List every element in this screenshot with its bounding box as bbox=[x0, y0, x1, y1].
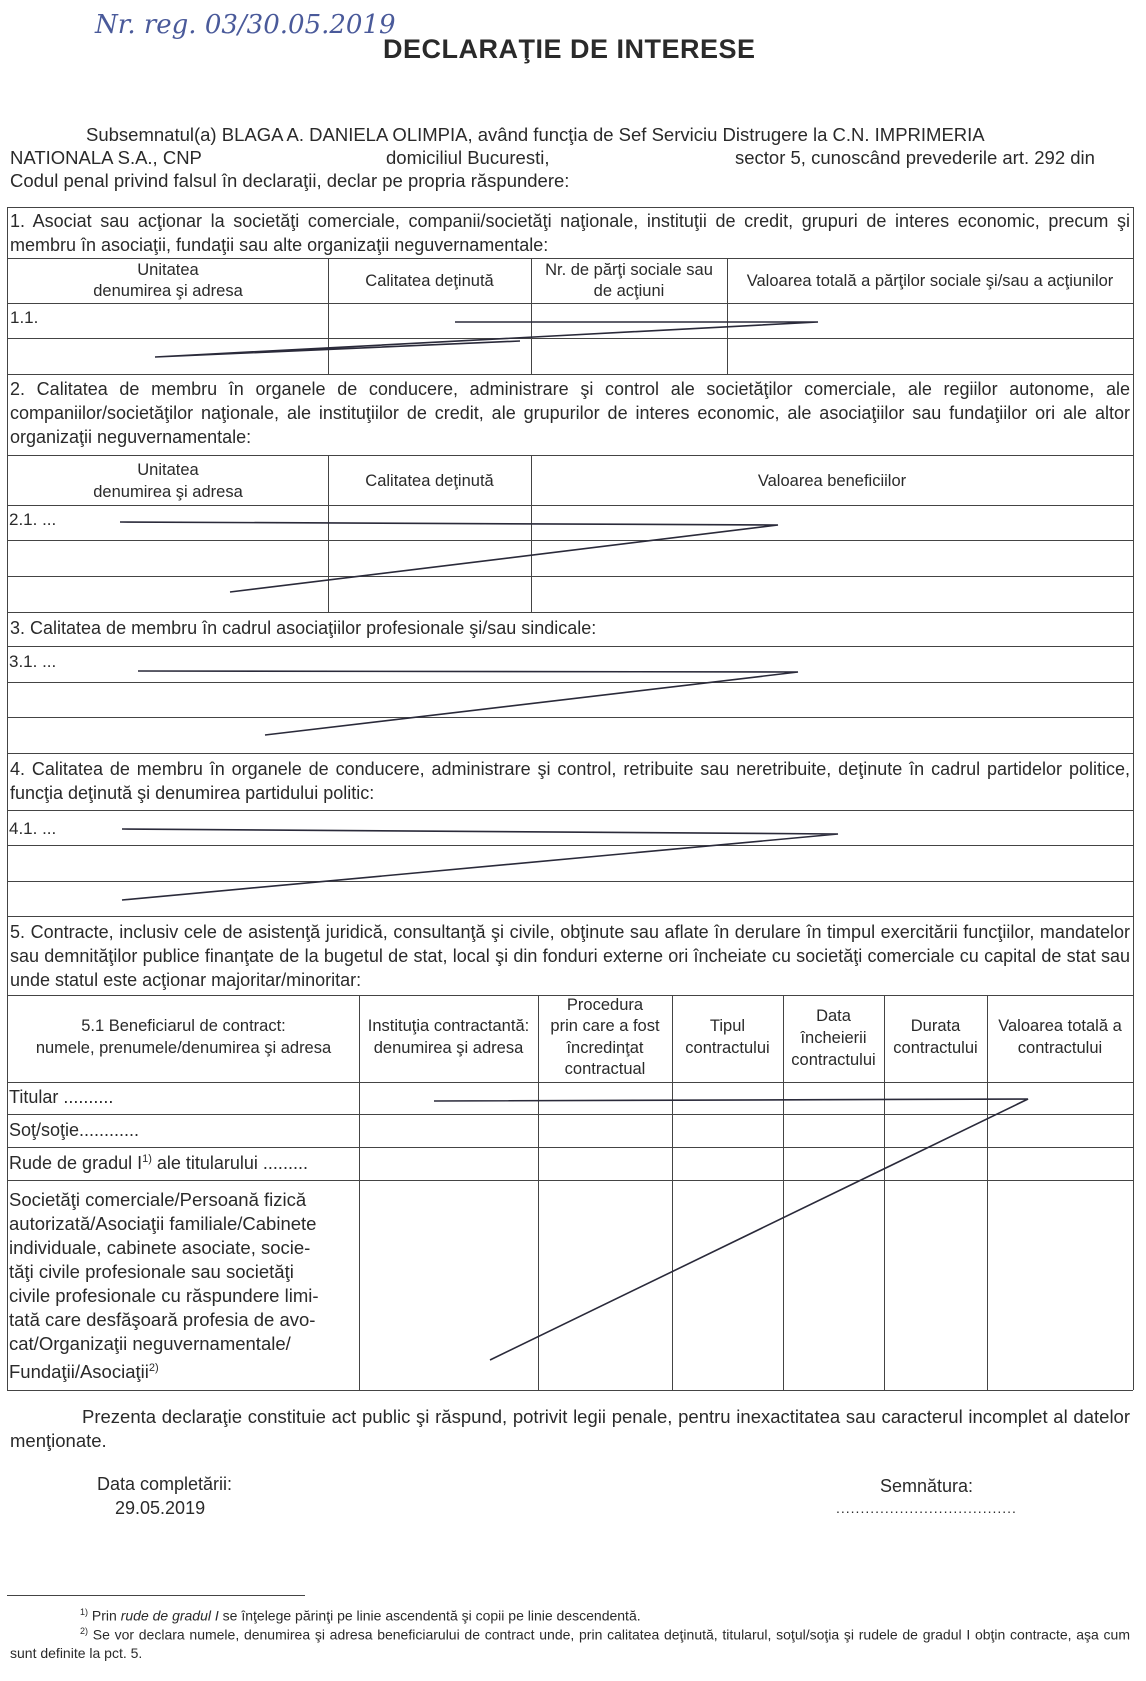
s5-col-procedure-line2: prin care a fost bbox=[550, 1017, 660, 1035]
s2-row-label: 2.1. ... bbox=[9, 510, 57, 529]
intro-line-2a: NATIONALA S.A., CNP bbox=[10, 147, 202, 168]
s5-col-total-line2: contractului bbox=[1017, 1039, 1103, 1057]
intro-line-2c: sector 5, cunoscând prevederile art. 292 din bbox=[735, 147, 1095, 168]
s5-col-date-line3: contractului bbox=[791, 1051, 876, 1069]
signature-line: ..................................... bbox=[836, 1500, 1017, 1516]
closing-statement: Prezenta declaraţie constituie act public şi răspund, potrivit legii penale, pentru inexactitatea sau caracterul incomplet al datelor menţionate. bbox=[10, 1406, 1130, 1451]
s2-cross-out bbox=[120, 522, 778, 592]
s5-row-companies: Societăţi comerciale/Persoană fizică autorizată/Asociaţii familiale/Cabinete individuale, cabinete asociate, socie- tăţi civile profesionale sau societăţi civile profesionale cu răspundere limi- tată care desfăşoară profesia de avo- cat/Organizaţii neguvernamentale/ Fundaţii/Asociaţii$^{2)}$ bbox=[9, 1189, 319, 1383]
footnote-1: $^{1)}$ Prin rude de gradul I se înţelege părinţi pe linie ascendentă şi copii pe linie descendentă. bbox=[80, 1607, 641, 1624]
s2-col-benefits: Valoarea beneficiilor bbox=[757, 472, 907, 490]
s4-cross-out bbox=[122, 829, 838, 900]
s1-col-total-value: Valoarea totală a părţilor sociale şi/sau a acţiunilor bbox=[746, 272, 1114, 290]
date-label: Data completării: bbox=[97, 1474, 233, 1494]
s5-col-type-line2: contractului bbox=[685, 1039, 770, 1057]
s1-col-unit-line2: denumirea şi adresa bbox=[93, 282, 243, 300]
s2-col-unit-line2: denumirea şi adresa bbox=[93, 483, 243, 501]
s1-col-unit-line1: Unitatea bbox=[137, 261, 199, 279]
section-1-heading: 1. Asociat sau acţionar la societăţi comerciale, companii/societăţi naţionale, instituţii de credit, grupuri de interes economic, precum şi membru în asociaţii, fundaţii sau alte organizaţii neguvernamentale: bbox=[10, 211, 1130, 255]
s1-cross-out bbox=[155, 322, 818, 357]
section-2-heading: 2. Calitatea de membru în organele de conducere, administrare şi control ale societăţilor comerciale, ale regiilor autonome, ale companiilor/societăţilor naţionale, ale instituţiilor de credit, ale grupurilor de interes economic, ale asociaţiilor sau fundaţiilor ori ale altor organizaţii neguvernamentale: bbox=[10, 379, 1130, 447]
handwritten-registration-number: Nr. reg. 03/30.05.2019 bbox=[95, 10, 396, 40]
signature-label: Semnătura: bbox=[880, 1476, 974, 1496]
s5-col-type-line1: Tipul bbox=[709, 1017, 746, 1035]
intro-line-2b: domiciliul Bucuresti, bbox=[386, 147, 550, 168]
s5-col-institution-line1: Instituţia contractantă: bbox=[367, 1017, 530, 1035]
s1-row-label: 1.1. bbox=[10, 308, 39, 327]
s5-col-procedure-line3: încredinţat bbox=[566, 1039, 644, 1057]
s4-row-label: 4.1. ... bbox=[9, 819, 57, 838]
s5-col-procedure-line1: Procedura bbox=[566, 996, 644, 1014]
s5-row-titular: Titular .......... bbox=[9, 1087, 114, 1107]
s3-cross-out bbox=[138, 671, 798, 735]
s5-cross-out bbox=[434, 1099, 1028, 1360]
intro-line-3: Codul penal privind falsul în declaraţii, declar pe propria răspundere: bbox=[10, 170, 570, 191]
s5-col-duration-line2: contractului bbox=[893, 1039, 978, 1057]
section-4-heading: 4. Calitatea de membru în organele de conducere, administrare şi control, retribuite sau neretribuite, deţinute în cadrul partidelor politice, funcţia deţinută şi denumirea partidului politic: bbox=[10, 759, 1130, 803]
s5-col-beneficiary-line2: numele, prenumele/denumirea şi adresa bbox=[35, 1039, 332, 1057]
s2-col-quality: Calitatea deţinută bbox=[365, 472, 494, 490]
s2-col-unit-line1: Unitatea bbox=[137, 461, 199, 479]
footnote-2: $^{2)}$ Se vor declara numele, denumirea şi adresa beneficiarului de contract unde, prin calitatea deţinută, titularul, soţul/soţia şi rudele de gradul I obţin contracte, aşa cum sunt definite la pct. 5. bbox=[10, 1626, 1130, 1661]
section-3-heading: 3. Calitatea de membru în cadrul asociaţiilor profesionale şi/sau sindicale: bbox=[10, 618, 597, 638]
s1-col-shares-line2: de acţiuni bbox=[593, 282, 665, 300]
s5-row-spouse: Soţ/soţie............ bbox=[9, 1120, 140, 1140]
s3-row-label: 3.1. ... bbox=[9, 652, 57, 671]
s5-col-date-line1: Data bbox=[816, 1007, 851, 1025]
s5-col-duration-line1: Durata bbox=[910, 1017, 961, 1035]
s1-col-quality: Calitatea deţinută bbox=[365, 272, 494, 290]
intro-line-1: Subsemnatul(a) BLAGA A. DANIELA OLIMPIA, având funcţia de Sef Serviciu Distrugere la C.N. IMPRIMERIA bbox=[86, 124, 985, 145]
s5-col-beneficiary-line1: 5.1 Beneficiarul de contract: bbox=[81, 1017, 286, 1035]
s5-col-date-line2: încheierii bbox=[800, 1029, 867, 1047]
footnote-rule bbox=[7, 1595, 305, 1596]
date-value: 29.05.2019 bbox=[115, 1498, 206, 1518]
s5-col-institution-line2: denumirea şi adresa bbox=[373, 1039, 524, 1057]
s5-col-total-line1: Valoarea totală a bbox=[998, 1017, 1122, 1035]
s1-col-shares-line1: Nr. de părţi sociale sau bbox=[545, 261, 713, 279]
document-title: DECLARAŢIE DE INTERESE bbox=[383, 34, 756, 64]
section-5-heading: 5. Contracte, inclusiv cele de asistenţă juridică, consultanţă şi civile, obţinute sau aflate în derulare în timpul exercitării funcţiilor, mandatelor sau demnităţilor publice finanţate de la bugetul de stat, local şi din fonduri externe ori încheiate cu societăţi comerciale cu capital de stat sau unde statul este acţionar majoritar/minoritar: bbox=[10, 922, 1130, 990]
s5-col-procedure-line4: contractual bbox=[564, 1060, 646, 1078]
s5-row-relatives: Rude de gradul $I^{1)}$ ale titularului ......... bbox=[9, 1153, 308, 1173]
